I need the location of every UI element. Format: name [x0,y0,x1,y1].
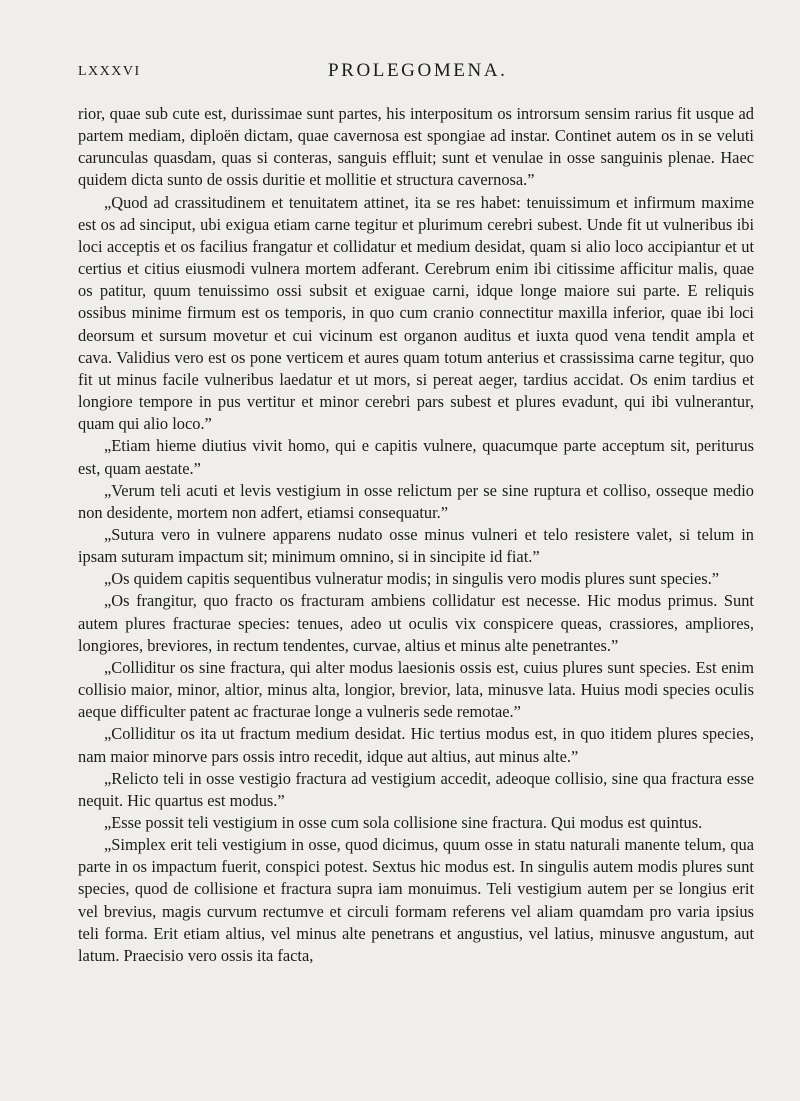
paragraph: „Sutura vero in vulnere apparens nudato osse minus vulneri et telo resistere valet, si telum in ipsam suturam impactum sit; minimum omnino, si in sincipite id fiat.” [78,524,754,567]
paragraph: rior, quae sub cute est, durissimae sunt partes, his interpositum os introrsum sensim rarius fit usque ad partem mediam, diploën dictam, quae cavernosa est spongiae ad instar. Continet autem os in se veluti carunculas quasdam, quas si conteras, sanguis effluit; sunt et venulae in osse sanguinis plenae. Haec quidem dicta sunto de ossis duritie et mollitie et structura cavernosa.” [78,104,754,190]
body-text [78,103,754,967]
paragraph: „Quod ad crassitudinem et tenuitatem attinet, ita se res habet: tenuissimum et infirmum maxime est os ad sinciput, ubi exigua etiam carne tegitur et plurimum cerebri subest. Unde fit ut vulneribus ibi loci acceptis et os facilius frangatur et collidatur et medium desidat, quam si alio loco accipiantur et ut certius et citius eiusmodi vulnera mortem adferant. Cerebrum enim ibi citissime afficitur malis, quae os patitur, quum tenuissimo ossi subsit et exiguae carni, idque longe maiore sui parte. E reliquis ossibus minime firmum est os temporis, in quo cum cranio connectitur maxilla inferior, quae ibi loci deorsum et sursum movetur et cui vicinum est organon auditus et iuxta quod vena tendit ampla et cava. Validius vero est os pone verticem et aures quam totum anterius et crassissima carne tegitur, quo fit ut minus facile vulneribus laedatur et ut mors, si pereat aeger, tardius accidat. Os enim tardius et longiore tempore in pus vertitur et minor cerebri pars subest et plures evadunt, qui ibi vulnerantur, quam qui alio loco.” [78,192,754,434]
paragraph: „Colliditur os sine fractura, qui alter modus laesionis ossis est, cuius plures sunt species. Est enim collisio maior, minor, altior, minus alta, longior, brevior, lata, minusve lata. Huius modi species oculis aeque difficulter patent ac fracturae longe a vulneris sede remotae.” [78,657,754,722]
paragraph: „Relicto teli in osse vestigio fractura ad vestigium accedit, adeoque collisio, sine qua fractura esse nequit. Hic quartus est modus.” [78,768,754,810]
paragraph: „Os quidem capitis sequentibus vulneratur modis; in singulis vero modis plures sunt species.” [104,569,720,589]
page-number: LXXXVI [78,64,141,79]
paragraph: „Os frangitur, quo fracto os fracturam ambiens collidatur est necesse. Hic modus primus. Sunt autem plures fracturae species: tenues, adeo ut oculis vix conspicere queas, crassiores, ampliores, longiores, breviores, in rectum tendentes, curvae, altius et minus alte penetrantes.” [78,591,754,655]
running-title: PROLEGOMENA. [328,60,508,81]
paragraph: „Simplex erit teli vestigium in osse, quod dicimus, quum osse in statu naturali manente telum, qua parte in os impactum fuerit, conspici potest. Sextus hic modus est. In singulis autem modis plures sunt species, quod de collisione et fractura supra iam monuimus. Teli vestigium autem per se longius erit vel brevius, magis curvum rectumve et circuli formam referens vel aliam quamdam pro varia ipsius teli forma. Erit etiam altius, vel minus alte penetrans et angustius, vel latius, minusve angustum, aut latum. Praecisio vero ossis ita facta, [78,835,754,965]
paragraph: „Colliditur os ita ut fractum medium desidat. Hic tertius modus est, in quo itidem plures species, nam maior minorve pars ossis intro recedit, idque aut altius, aut minus alte.” [78,724,754,766]
paragraph: „Etiam hieme diutius vivit homo, qui e capitis vulnere, quacumque parte acceptum sit, periturus est, quam aestate.” [78,436,754,478]
page-header [78,60,754,86]
paragraph: „Verum teli acuti et levis vestigium in osse relictum per se sine ruptura et colliso, osseque medio non desidente, mortem non adfert, etiamsi consequatur.” [78,480,754,522]
paragraph: „Esse possit teli vestigium in osse cum sola collisione sine fractura. Qui modus est quintus. [104,813,703,832]
